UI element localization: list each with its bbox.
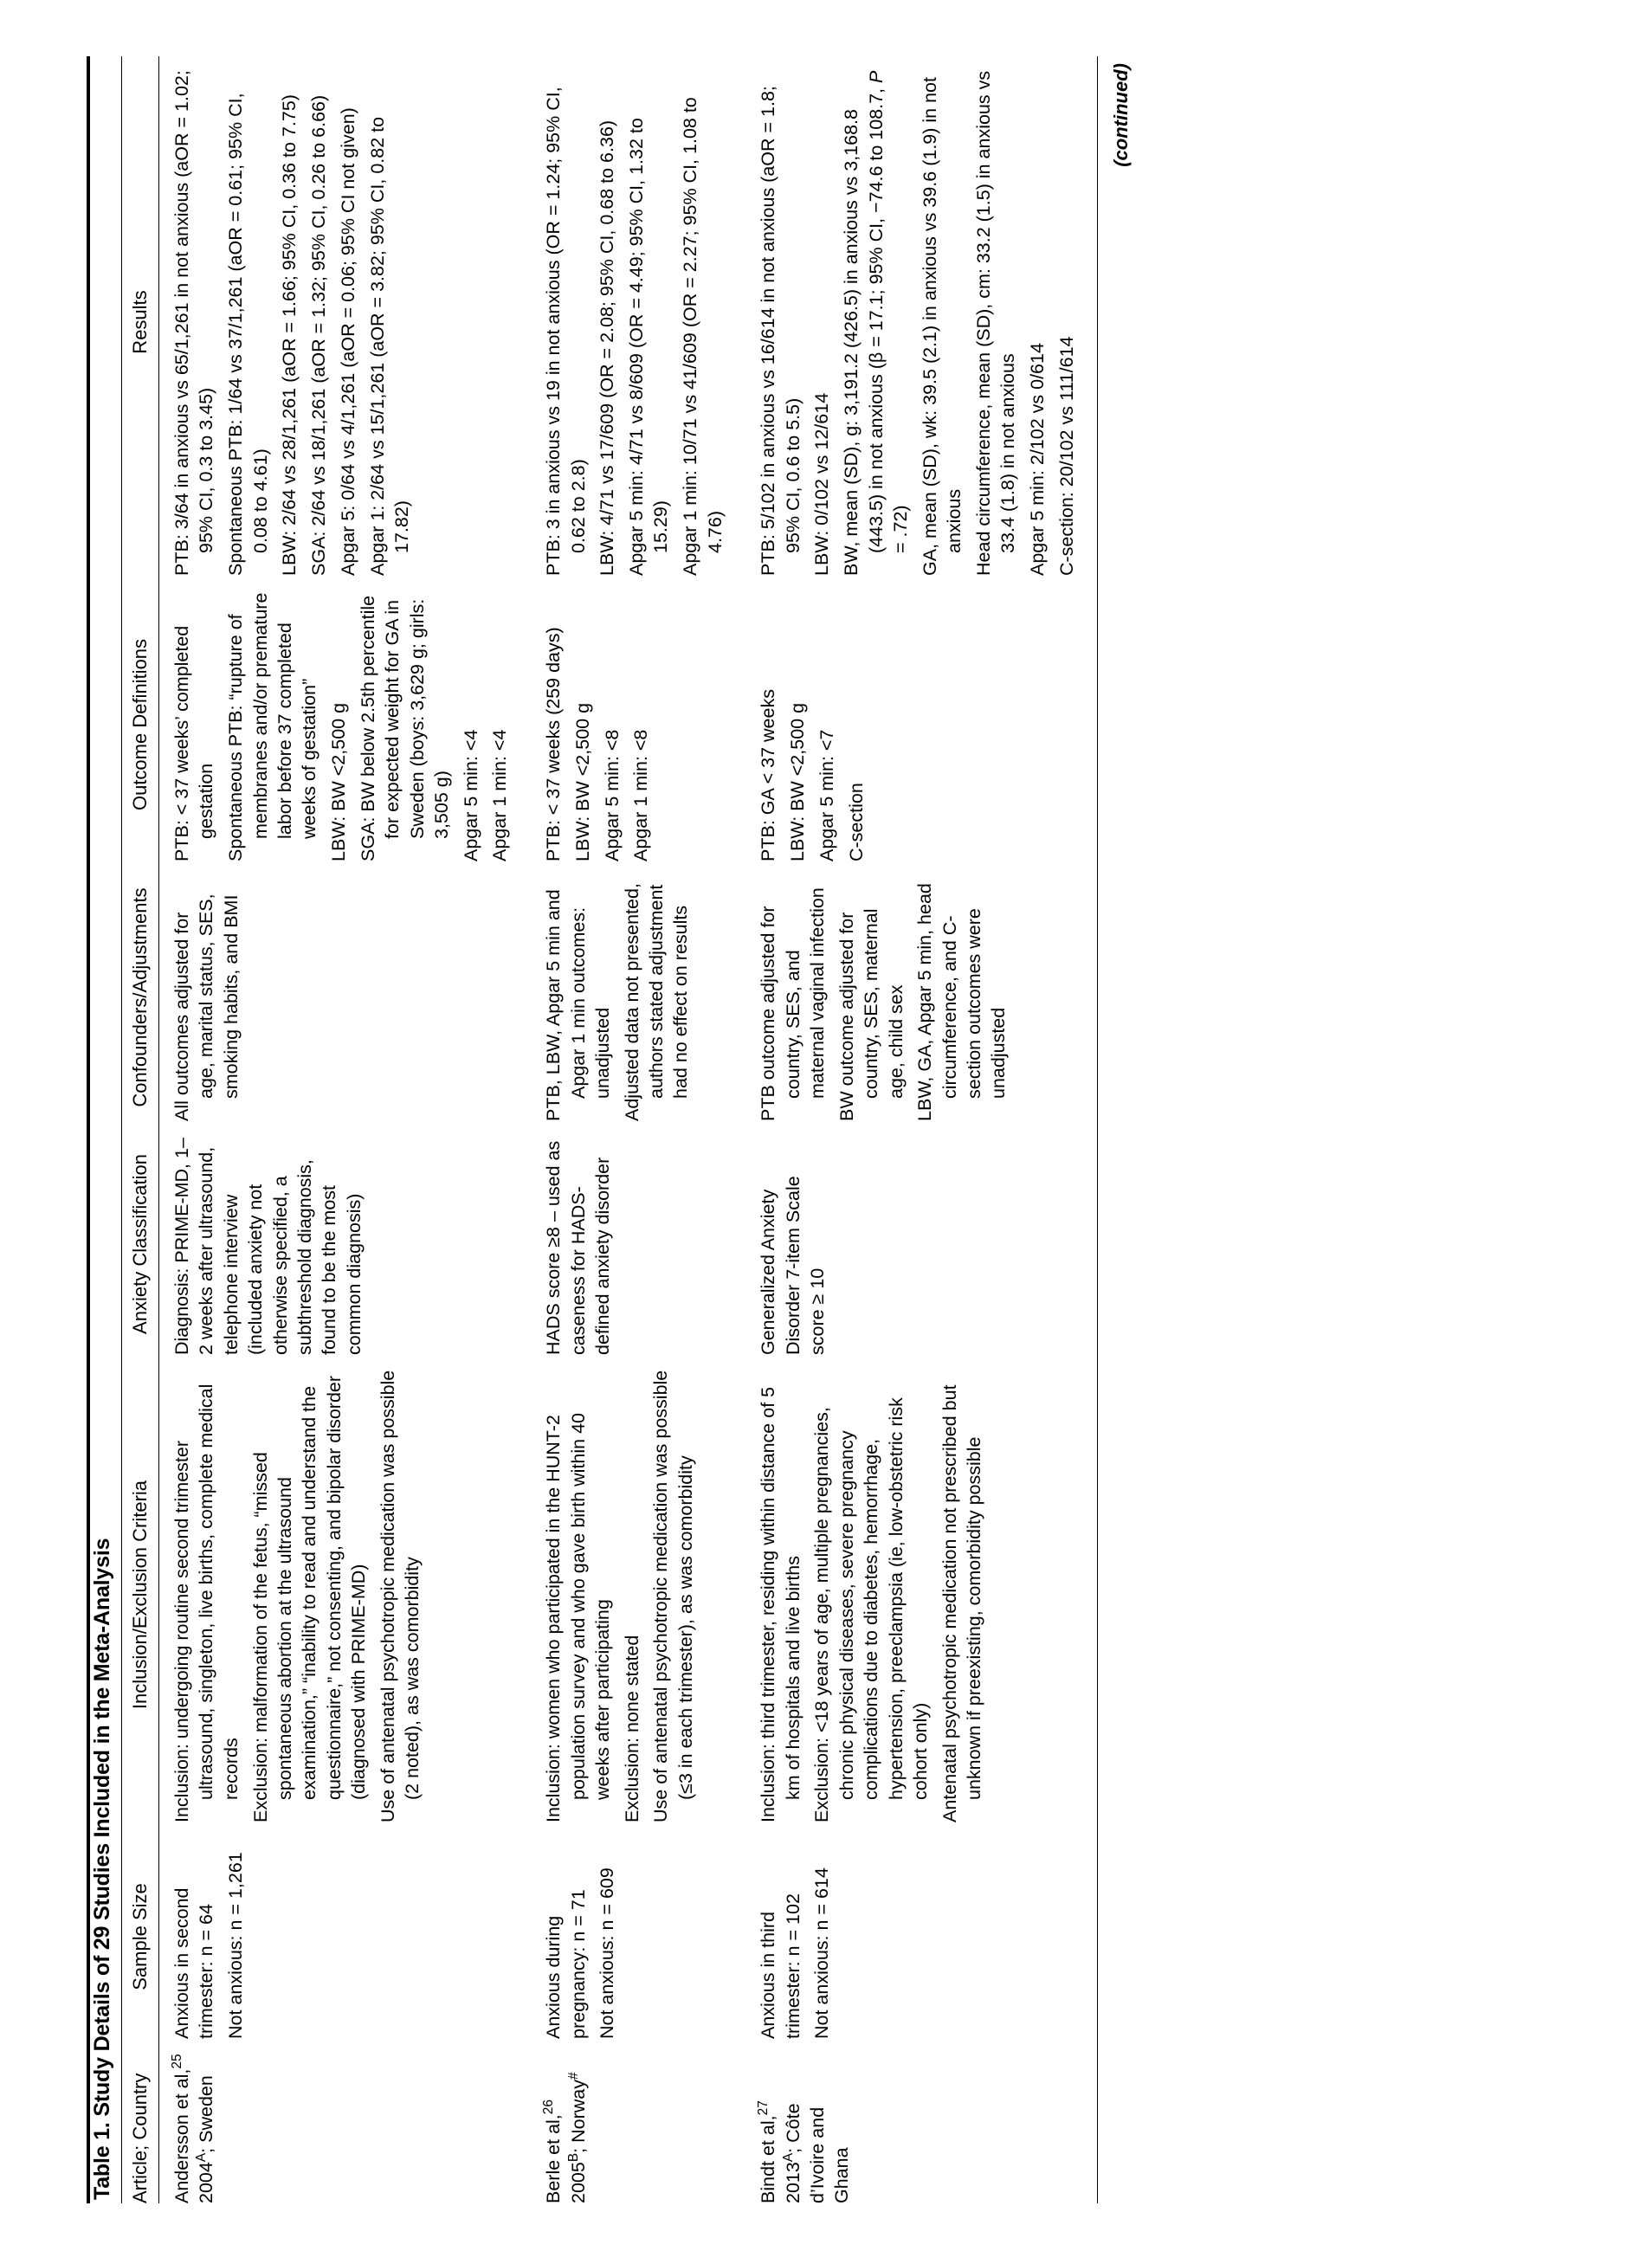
cell-sample-size (745, 1822, 1098, 2039)
cell-confounders-line: LBW, GA, Apgar 5 min, head circumference, and C-section outcomes were unadjusted (914, 883, 1010, 1121)
table-row (159, 56, 532, 2203)
cell-anxiety-classification-line: Diagnosis: PRIME-MD, 1–2 weeks after ultrasound, telephone interview (included anxiety not otherwise specified, a subthreshold diagnosis, found to be the most common diagnosis) (171, 1138, 365, 1355)
cell-outcome-definitions (531, 576, 745, 861)
cell-sample-size-line: Anxious in third trimester: n = 102 (758, 1893, 803, 2039)
cell-outcome-definitions-line: PTB: < 37 weeks (259 days) (543, 627, 565, 861)
cell-outcome-definitions-line: LBW: BW <2,500 g (328, 702, 350, 861)
cell-confounders-line: PTB outcome adjusted for country, SES, and maternal vaginal infection (758, 887, 829, 1121)
cell-article (531, 2039, 745, 2203)
cell-inclusion-exclusion (159, 1355, 532, 1822)
cell-outcome-definitions-line: PTB: < 37 weeks’ completed gestation (171, 625, 217, 861)
table-area (87, 56, 1558, 2203)
table-body (159, 56, 1098, 2203)
column-header-inclusion-exclusion: Inclusion/Exclusion Criteria (122, 1355, 159, 1822)
cell-sample-size-line: Not anxious: n = 1,261 (225, 1852, 247, 2039)
cell-results-line: PTB: 3/64 in anxious vs 65/1,261 in not anxious (aOR = 1.02; 95% CI, 0.3 to 3.45) (171, 70, 217, 576)
cell-results-line: PTB: 3 in anxious vs 19 in not anxious (OR = 1.24; 95% CI, 0.62 to 2.8) (543, 87, 589, 576)
table-title: Table 1. Study Details of 29 Studies Included in the Meta-Analysis (90, 1538, 114, 2200)
cell-inclusion-exclusion-line: Inclusion: third trimester, residing within distance of 5 km of hospitals and live births (758, 1386, 803, 1822)
cell-inclusion-exclusion (531, 1355, 745, 1822)
cell-outcome-definitions-line: Apgar 1 min: <8 (630, 729, 652, 861)
cell-confounders-line: Adjusted data not presented, authors stated adjustment had no effect on results (621, 883, 692, 1121)
cell-results-line: Apgar 1 min: 10/71 vs 41/609 (OR = 2.27; 95% CI, 1.08 to 4.76) (680, 97, 726, 576)
cell-inclusion-exclusion-line: Inclusion: women who participated in the HUNT-2 population survey and who gave birth within 40 weeks after participating (543, 1412, 613, 1822)
cell-outcome-definitions-line: C-section (845, 783, 867, 861)
column-header-results: Results (122, 56, 159, 576)
column-header-outcome-definitions: Outcome Definitions (122, 576, 159, 861)
cell-results-line: Apgar 5: 0/64 vs 4/1,261 (aOR = 0.06; 95% CI not given) (337, 107, 358, 576)
cell-results-line: C-section: 20/102 vs 111/614 (1055, 336, 1077, 576)
cell-results-line: Apgar 1: 2/64 vs 15/1,261 (aOR = 3.82; 95% CI, 0.82 to 17.82) (366, 116, 412, 576)
table-header-row (122, 56, 159, 2203)
cell-inclusion-exclusion-line: Exclusion: malformation of the fetus, “missed spontaneous abortion at the ultrasound examination,” “inability to read and understand the questionnaire,” not consenting, and bipolar disorder (diagnosed with PRIME-MD) (249, 1375, 370, 1822)
column-header-article: Article; Country (122, 2039, 159, 2203)
cell-outcome-definitions-line: Apgar 5 min: <4 (460, 729, 481, 861)
cell-results-line: SGA: 2/64 vs 18/1,261 (aOR = 1.32; 95% CI, 0.26 to 6.66) (308, 94, 330, 576)
cell-inclusion-exclusion-line: Exclusion: none stated (621, 1635, 642, 1822)
cell-results-line: GA, mean (SD), wk: 39.5 (2.1) in anxious vs 39.6 (1.9) in not anxious (919, 77, 965, 576)
cell-inclusion-exclusion-line: Antenatal psychotropic medication not prescribed but unknown if preexisting, comorbidity possible (939, 1384, 985, 1822)
cell-inclusion-exclusion (745, 1355, 1098, 1822)
cell-inclusion-exclusion-line: Use of antenatal psychotropic medication was possible (2 noted), as was comorbidity (377, 1370, 423, 1822)
cell-outcome-definitions-line: Spontaneous PTB: “rupture of membranes and/or premature labor before 37 completed weeks of gestation” (225, 592, 320, 861)
cell-sample-size-line: Anxious in second trimester: n = 64 (171, 1887, 217, 2039)
column-header-confounders: Confounders/Adjustments (122, 861, 159, 1121)
cell-confounders (745, 861, 1098, 1121)
cell-anxiety-classification (745, 1121, 1098, 1355)
cell-article-line: Berle et al,$^{26}$ $2005^B$; Norway# (541, 2072, 589, 2203)
column-header-sample-size: Sample Size (122, 1822, 159, 2039)
cell-results-line: Apgar 5 min: 2/102 vs 0/614 (1026, 343, 1048, 576)
cell-anxiety-classification (531, 1121, 745, 1355)
table-row (745, 56, 1098, 2203)
cell-confounders (531, 861, 745, 1121)
cell-results-line: Spontaneous PTB: 1/64 vs 37/1,261 (aOR = 0.61; 95% CI, 0.08 to 4.61) (225, 93, 271, 576)
cell-results (531, 56, 745, 576)
cell-confounders-line: All outcomes adjusted for age, marital status, SES, smoking habits, and BMI (171, 893, 242, 1121)
cell-outcome-definitions-line: Apgar 5 min: <7 (816, 729, 837, 861)
cell-sample-size (159, 1822, 532, 2039)
cell-confounders-line: PTB, LBW, Apgar 5 min and Apgar 1 min outcomes: unadjusted (543, 889, 613, 1121)
cell-article-line: Andersson et al,$^{25}$ $2004^A$; Sweden (169, 2054, 217, 2203)
cell-article-line: Bindt et al,$^{27}$ $2013^A$; Côte d’Ivoire and Ghana (756, 2100, 853, 2203)
cell-outcome-definitions-line: LBW: BW <2,500 g (571, 702, 593, 861)
cell-outcome-definitions-line: Apgar 1 min: <4 (489, 729, 511, 861)
cell-results-line: LBW: 0/102 vs 12/614 (811, 392, 833, 576)
cell-outcome-definitions-line: PTB: GA < 37 weeks (758, 689, 779, 861)
cell-sample-size-line: Not anxious: n = 609 (597, 1867, 618, 2039)
cell-sample-size-line: Not anxious: n = 614 (811, 1867, 833, 2039)
cell-results-line: PTB: 5/102 in anxious vs 16/614 in not anxious (aOR = 1.8; 95% CI, 0.6 to 5.5) (758, 86, 803, 576)
cell-outcome-definitions-line: Apgar 5 min: <8 (601, 729, 623, 861)
column-header-anxiety-classification: Anxiety Classification (122, 1121, 159, 1355)
cell-outcome-definitions-line: LBW: BW <2,500 g (787, 702, 809, 861)
cell-results-line: LBW: 4/71 vs 17/609 (OR = 2.08; 95% CI, 0.68 to 6.36) (597, 119, 618, 576)
study-details-table (121, 56, 1098, 2203)
cell-inclusion-exclusion-line: Exclusion: <18 years of age, multiple pregnancies, chronic physical diseases, severe pregnancy complications due to diabetes, hemorrhage, hypertension, preeclampsia (ie, low-obstetric risk cohort only) (811, 1397, 931, 1822)
cell-anxiety-classification-line: HADS score ≥8 – used as caseness for HADS-defined anxiety disorder (543, 1140, 613, 1355)
cell-anxiety-classification (159, 1121, 532, 1355)
cell-inclusion-exclusion-line: Inclusion: undergoing routine second trimester ultrasound, singleton, live births, complete medical records (171, 1383, 242, 1822)
cell-outcome-definitions-line: SGA: BW below 2.5th percentile for expected weight for GA in Sweden (boys: 3,629 g; girls: 3,505 g) (357, 595, 452, 861)
cell-confounders-line: BW outcome adjusted for country, SES, maternal age, child sex (836, 908, 907, 1121)
cell-results-line: Head circumference, mean (SD), cm: 33.2 (1.5) in anxious vs 33.4 (1.8) in not anxious (972, 70, 1019, 576)
cell-outcome-definitions (159, 576, 532, 861)
cell-results-line: LBW: 2/64 vs 28/1,261 (aOR = 1.66; 95% CI, 0.36 to 7.75) (279, 94, 300, 576)
cell-inclusion-exclusion-line: Use of antenatal psychotropic medication was possible (≤3 in each trimester), as was comorbidity (650, 1370, 696, 1822)
cell-results (745, 56, 1098, 576)
cell-sample-size-line: Anxious during pregnancy: n = 71 (543, 1889, 589, 2039)
cell-sample-size (531, 1822, 745, 2039)
cell-results-line: BW, mean (SD), g: 3,191.2 (426.5) in anxious vs 3,168.8 (443.5) in not anxious (β = 17.1; 95% CI, −74.6 to 108.7, P = .72) (841, 70, 911, 576)
cell-anxiety-classification-line: Generalized Anxiety Disorder 7-item Scale score ≥ 10 (758, 1176, 829, 1355)
cell-article (159, 2039, 532, 2203)
continued-note: (continued) (1110, 63, 1132, 167)
table-row (531, 56, 745, 2203)
cell-results-line: Apgar 5 min: 4/71 vs 8/609 (OR = 4.49; 95% CI, 1.32 to 15.29) (626, 118, 672, 576)
cell-article (745, 2039, 1098, 2203)
cell-confounders (159, 861, 532, 1121)
cell-outcome-definitions (745, 576, 1098, 861)
cell-results (159, 56, 532, 576)
